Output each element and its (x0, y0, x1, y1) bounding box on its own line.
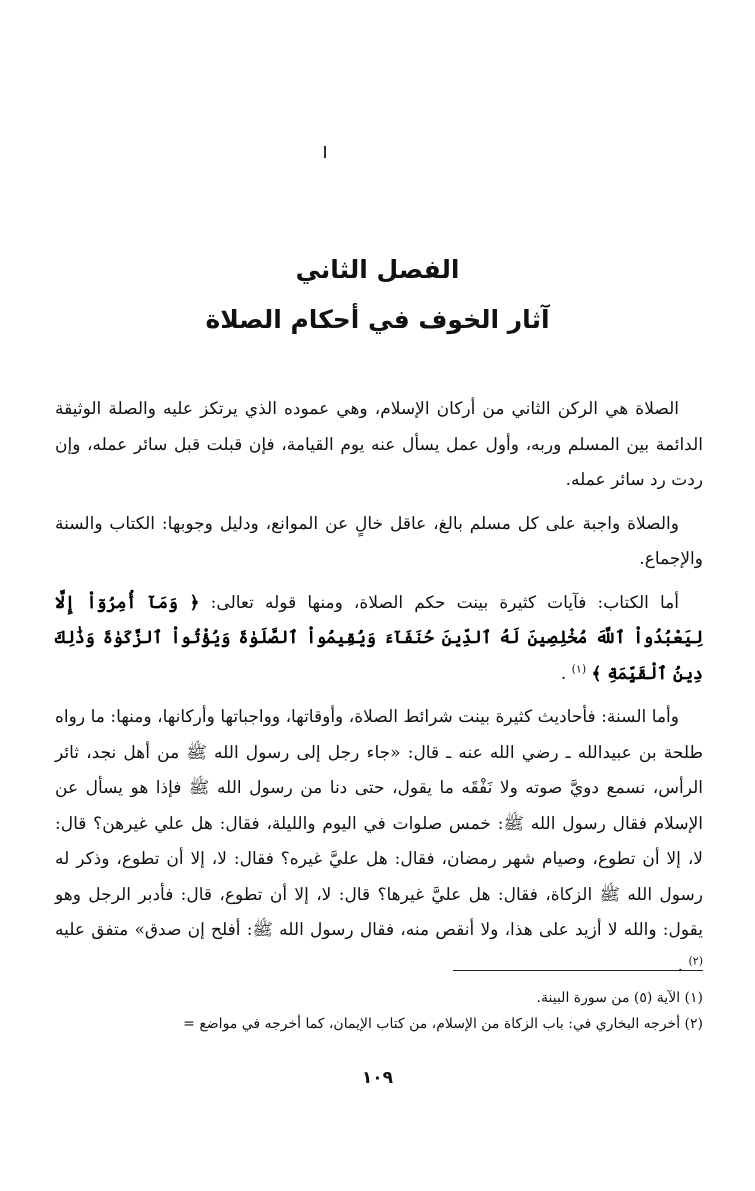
footnote-2: (٢) أخرجه البخاري في: باب الزكاة من الإسلام، من كتاب الإيمان، كما أخرجه في مواضع = (183, 1016, 703, 1032)
quran-lead-text: أما الكتاب: فآيات كثيرة بينت حكم الصلاة، ومنها قوله تعالى: (199, 592, 680, 613)
paragraph-hadith (55, 700, 703, 984)
paragraph-intro: الصلاة هي الركن الثاني من أركان الإسلام، وهي عموده الذي يرتكز عليه والصلة الوثيقة الدائمة بين المسلم وربه، وأول عمل يسأل عنه يوم القيامة، فإن قبلت قبل سائر عمله، وإن ردت رد سائر عمله. (55, 399, 703, 490)
footnote-1: (١) الآية (٥) من سورة البينة. (536, 990, 703, 1006)
footnote-ref-2[interactable]: (٢) (688, 953, 703, 967)
main-text (55, 392, 703, 992)
hadith-text: وأما السنة: فأحاديث كثيرة بينت شرائط الصلاة، وأوقاتها، وواجباتها وأركانها، ومنها: ما رواه طلحة بن عبيدالله ـ رضي الله عنه ـ قال: «جاء رجل إلى رسول الله ﷺ من أهل نجد، ثائر الرأس، نسمع دويَّ صوته ولا نَفْقَه ما يقول، حتى دنا من رسول الله ﷺ فإذا هو يسأل عن الإسلام فقال رسول الله ﷺ: خمس صلوات في اليوم والليلة، فقال: هل علي غيرهن؟ قال: لا، إلا أن تطوع، وصيام شهر رمضان، فقال: هل عليَّ غيره؟ فقال: لا، إلا أن تطوع، وذكر له رسول الله ﷺ الزكاة، فقال: هل عليَّ غيرها؟ قال: لا، إلا أن تطوع، قال: فأدبر الرجل وهو يقول: والله لا أزيد على هذا، ولا أنقص منه، فقال رسول الله ﷺ: أفلح إن صدق» متفق عليه (55, 707, 703, 940)
footnote-divider (453, 970, 703, 971)
chapter-subtitle: آثار الخوف في أحكام الصلاة (205, 305, 550, 334)
page-number: ١٠٩ (361, 1068, 394, 1088)
hadith-end: . (677, 955, 684, 976)
quran-end: . (560, 663, 567, 684)
page-top-mark (324, 146, 326, 158)
footnotes (55, 985, 703, 1037)
paragraph-quran (55, 586, 703, 693)
footnote-ref-1[interactable]: (١) (571, 661, 587, 675)
chapter-title: الفصل الثاني (295, 255, 460, 284)
paragraph-obligation: والصلاة واجبة على كل مسلم بالغ، عاقل خالٍ عن الموانع، ودليل وجوبها: الكتاب والسنة والإجماع. (55, 513, 703, 569)
quran-verse: ﴿ وَمَآ أُمِرُوٓاْ إِلَّا لِيَعْبُدُواْ ٱللَّهَ مُخْلِصِينَ لَهُ ٱلدِّينَ حُنَفَآءَ وَيُقِيمُواْ ٱلصَّلَوٰةَ وَيُؤْتُواْ ٱلزَّكَوٰةَ وَذَٰلِكَ دِينُ ٱلْقَيِّمَةِ ﴾ (55, 592, 703, 684)
